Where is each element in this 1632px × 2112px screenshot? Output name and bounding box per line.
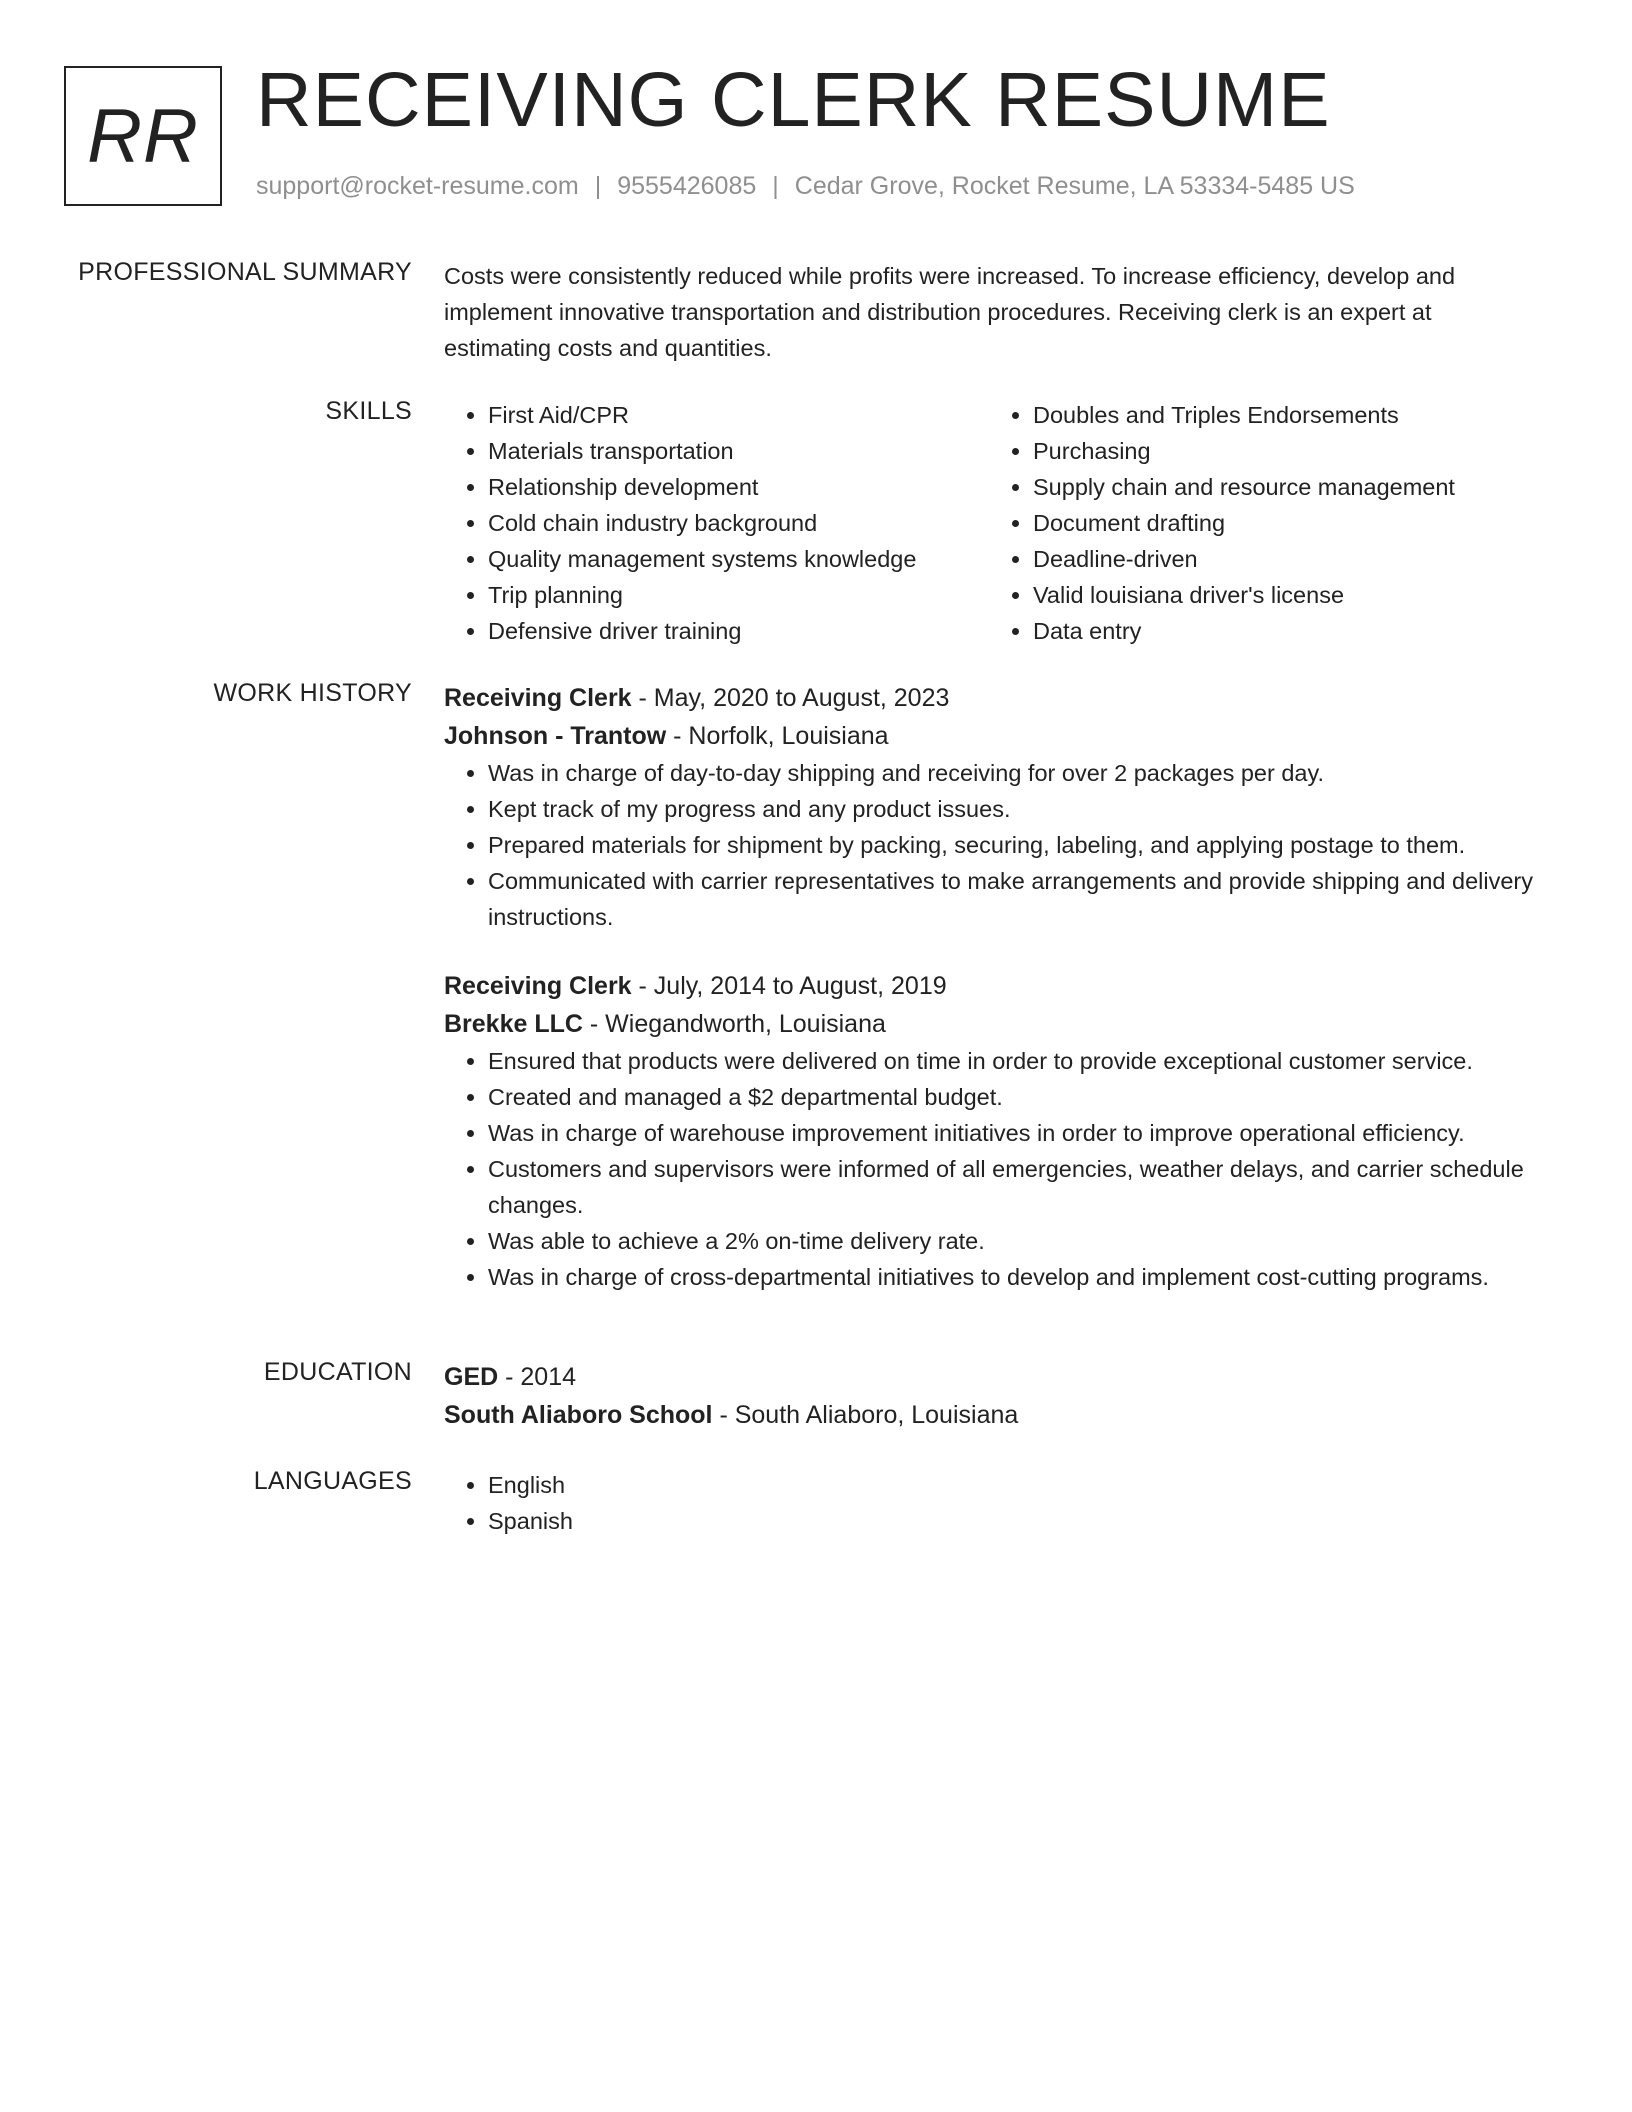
job-duties (444, 1043, 1564, 1295)
job-title: Receiving Clerk (444, 972, 632, 1000)
job-duty: • Was able to achieve a 2% on-time delivery rate. (488, 1223, 1564, 1259)
job-duty: • Customers and supervisors were informed of all emergencies, weather delays, and carrier schedule changes. (488, 1151, 1564, 1223)
contact-line (256, 172, 1355, 201)
contact-phone: 9555426085 (617, 172, 757, 200)
skill-item: • Defensive driver training (488, 613, 989, 649)
job-duty: • Communicated with carrier representatives to make arrangements and provide shipping and delivery instructions. (488, 863, 1564, 935)
contact-separator: | (772, 172, 779, 200)
skill-item: • Deadline-driven (1033, 541, 1534, 577)
job-duty: • Kept track of my progress and any product issues. (488, 791, 1564, 827)
job-location: - Norfolk, Louisiana (666, 722, 889, 750)
skill-item: • Quality management systems knowledge (488, 541, 989, 577)
job-title-line (444, 679, 1564, 717)
skills-label: SKILLS (325, 397, 412, 425)
job-duty: • Was in charge of day-to-day shipping and receiving for over 2 packages per day. (488, 755, 1564, 791)
language-items (444, 1467, 1564, 1539)
skills-list (444, 397, 1564, 649)
contact-separator: | (594, 172, 602, 200)
job-dates: - May, 2020 to August, 2023 (631, 684, 950, 712)
job-duty: • Prepared materials for shipment by packing, securing, labeling, and applying postage to them. (488, 827, 1564, 863)
summary-label: PROFESSIONAL SUMMARY (78, 258, 412, 286)
page-title: RECEIVING CLERK RESUME (256, 57, 1331, 143)
education-year: - 2014 (498, 1363, 577, 1391)
job-duties (444, 755, 1564, 935)
language-item: • English (488, 1467, 1564, 1503)
education-label: EDUCATION (263, 1358, 412, 1386)
education-degree-line (444, 1358, 1564, 1396)
job-dates: - July, 2014 to August, 2019 (631, 972, 947, 1000)
job-duty: • Created and managed a $2 departmental budget. (488, 1079, 1564, 1115)
contact-email: support@rocket-resume.com (256, 172, 579, 200)
education-degree: GED (444, 1363, 499, 1391)
job-title: Receiving Clerk (444, 684, 632, 712)
summary-text: Costs were consistently reduced while profits were increased. To increase efficiency, develop and implement innovative transportation and distribution procedures. Receiving clerk is an expert at estimating costs and quantities. (444, 263, 1456, 361)
job-company-line (444, 1005, 1564, 1043)
skill-item: • Valid louisiana driver's license (1033, 577, 1534, 613)
skill-item: • Trip planning (488, 577, 989, 613)
job-company-line (444, 717, 1564, 755)
skill-item: • Materials transportation (488, 433, 989, 469)
language-item: • Spanish (488, 1503, 1564, 1539)
job-duty: • Was in charge of warehouse improvement initiatives in order to improve operational efficiency. (488, 1115, 1564, 1151)
monogram-badge: RR (64, 66, 222, 206)
languages-label: LANGUAGES (253, 1467, 412, 1495)
skills-column-2 (989, 397, 1534, 649)
job-duty: • Ensured that products were delivered on time in order to provide exceptional customer service. (488, 1043, 1564, 1079)
skill-item: • Data entry (1033, 613, 1534, 649)
skill-item: • Document drafting (1033, 505, 1534, 541)
job-company: Brekke LLC (444, 1010, 583, 1038)
education-school-line (444, 1396, 1564, 1434)
education-school: South Aliaboro School (444, 1401, 713, 1429)
work-history-label: WORK HISTORY (213, 679, 412, 707)
skill-item: • Relationship development (488, 469, 989, 505)
education-location: - South Aliaboro, Louisiana (712, 1401, 1019, 1429)
job-entry (444, 679, 1564, 935)
work-history-list (444, 679, 1564, 1295)
skill-item: • Purchasing (1033, 433, 1534, 469)
skill-item: • Doubles and Triples Endorsements (1033, 397, 1534, 433)
job-location: - Wiegandworth, Louisiana (582, 1010, 886, 1038)
job-entry (444, 967, 1564, 1295)
languages-list (444, 1467, 1564, 1539)
skill-item: • Cold chain industry background (488, 505, 989, 541)
job-duty: • Was in charge of cross-departmental initiatives to develop and implement cost-cutting programs. (488, 1259, 1564, 1295)
job-company: Johnson - Trantow (444, 722, 667, 750)
skill-item: • First Aid/CPR (488, 397, 989, 433)
education-entry (444, 1358, 1564, 1434)
skill-item: • Supply chain and resource management (1033, 469, 1534, 505)
job-title-line (444, 967, 1564, 1005)
skills-column-1 (444, 397, 989, 649)
contact-address: Cedar Grove, Rocket Resume, LA 53334-5485 US (794, 172, 1355, 200)
